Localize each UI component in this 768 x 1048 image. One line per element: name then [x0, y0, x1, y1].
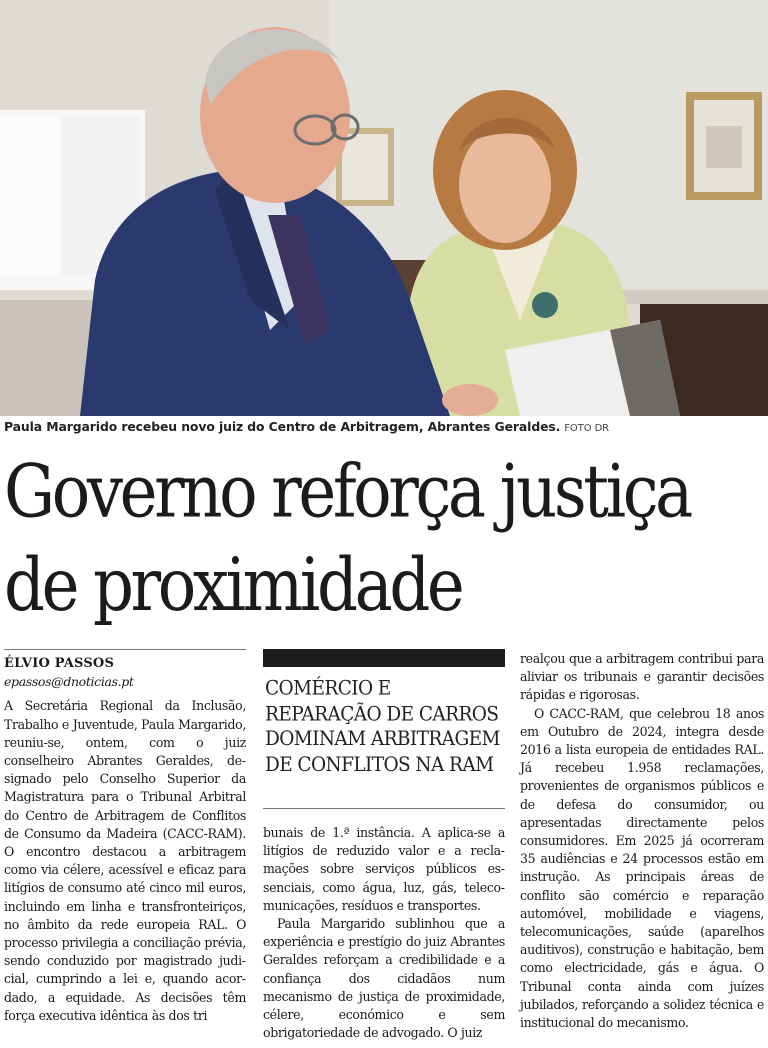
photo-credit: FOTO DR — [564, 423, 610, 434]
article-paragraph: realçou que a arbitragem contribui para aliviar os tribunais e garantir decisões rápidas e rigorosas. — [520, 651, 764, 703]
article-paragraph: Paula Margarido sublinhou que a experiência e prestígio do juiz Abrantes Geraldes reforçam a credibilidade e a confiança dos cidadãos num mecanismo de justiça de proximidade, célere, económico e sem obrigatoriedade de advogado. O juiz — [263, 916, 505, 1041]
article-column-3 — [520, 650, 764, 1032]
headline — [4, 446, 764, 633]
sidebar-header-bar — [263, 649, 505, 667]
headline-line-1: Governo reforça justiça — [4, 450, 690, 535]
photo-illustration — [0, 0, 768, 416]
article-paragraph: A Secretária Regional da Inclusão, Trabalho e Juventude, Paula Margarido, reuniu-se, ontem, com o juiz conselheiro Abrantes Geraldes, designado pelo Conselho Superior da Magistratura para o Tribunal Arbitral do Centro de Arbitragem de Conflitos de Consumo da Madeira (CACC-RAM). O encontro destacou a arbitragem como via célere, acessível e eficaz para litígios de consumo até cinco mil euros, incluindo em linha e transfronteiriços, no âmbito da rede europeia RAL. O processo privilegia a conciliação prévia, sendo conduzido por magistrado judicial, cumprindo a lei e, quando acordado, a equidade. As decisões têm força executiva idêntica às dos tri — [4, 698, 246, 1023]
article-photo — [0, 0, 768, 416]
author-name: ÉLVIO PASSOS — [4, 656, 115, 671]
article-paragraph: O CACC-RAM, que celebrou 18 anos em Outubro de 2024, integra desde 2016 a lista europeia de entidades RAL. Já recebeu 1.958 reclamações, provenientes de organismos públicos e de defesa do consumidor, ou apresentadas directamente pelos consumidores. Em 2025 já ocorreram 35 audiências e 24 processos estão em instrução. As principais áreas de conflito são comércio e reparação automóvel, mobilidade e viagens, telecomunicações, saúde (aparelhos auditivos), construção e habitação, bem como electricidade, gás e água. O Tribunal conta ainda com juízes jubilados, reforçando a solidez técnica e institucional do mecanismo. — [520, 705, 764, 1031]
article-column-1 — [4, 648, 246, 1025]
caption-text: Paula Margarido recebeu novo juiz do Centro de Arbitragem, Abrantes Geraldes. — [4, 419, 561, 434]
sidebar-divider — [263, 808, 505, 809]
photo-caption — [4, 419, 764, 434]
sidebar-title: COMÉRCIO E REPARAÇÃO DE CARROS DOMINAM ARBITRAGEM DE CONFLITOS NA RAM — [265, 677, 500, 776]
author-email: epassos@dnoticias.pt — [4, 674, 134, 690]
headline-line-2: de proximidade — [4, 544, 462, 629]
article-paragraph: bunais de 1.ª instância. A aplica-se a litígios de reduzido valor e a reclamações sobre serviços públicos essenciais, como água, luz, gás, telecomunicações, resíduos e transportes. — [263, 825, 505, 913]
article-column-2 — [263, 824, 505, 1042]
